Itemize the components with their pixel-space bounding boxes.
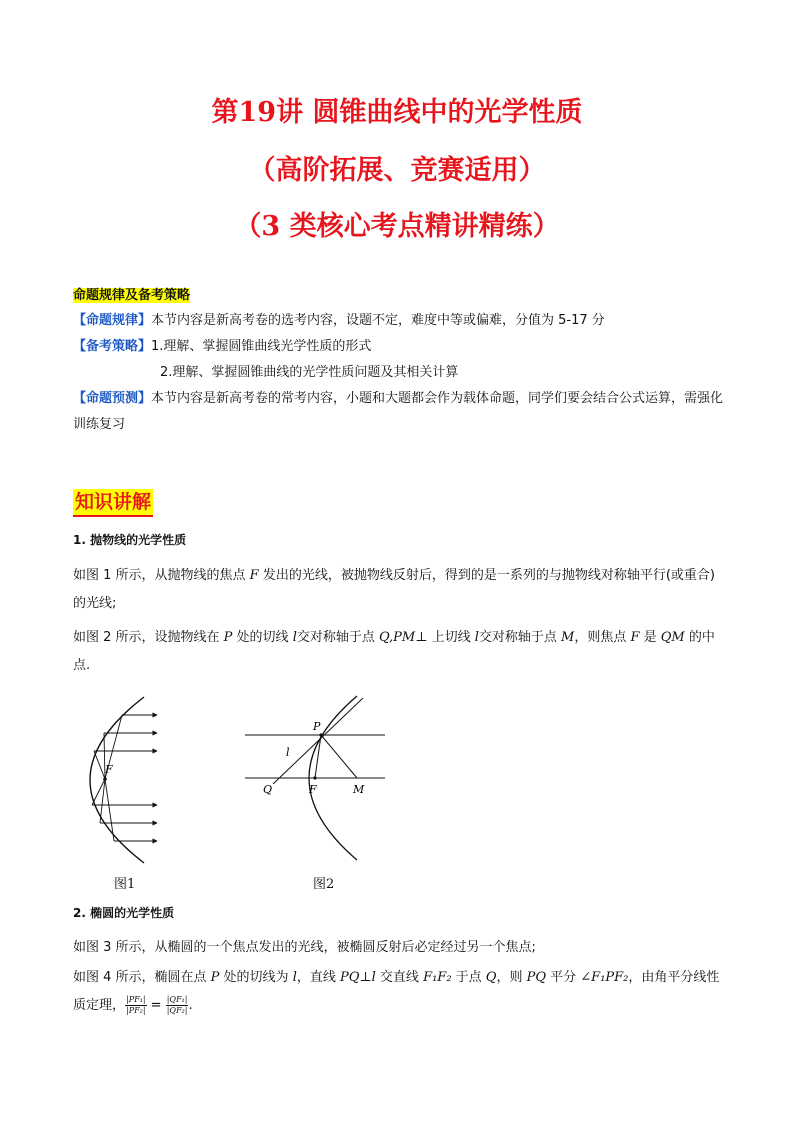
prep-paragraph: 【备考策略】1.理解、掌握圆锥曲线光学性质的形式 <box>73 339 372 354</box>
parabola-paragraph-1: 如图 1 所示，从抛物线的焦点 F 发出的光线，被抛物线反射后，得到的是一系列的与抛物线对称轴平行(或重合) 的光线; <box>73 568 715 611</box>
figure-1-parabola-reflection <box>62 695 172 865</box>
figure-2-parabola-tangent <box>245 690 390 865</box>
figure-2-caption: 图2 <box>313 877 335 892</box>
fig2-label-Q: Q <box>263 783 273 796</box>
figure-1-caption: 图1 <box>114 877 136 892</box>
prep-paragraph-2: 2.理解、掌握圆锥曲线的光学性质问题及其相关计算 <box>160 365 459 380</box>
subtitle-core-points: （3 类核心考点精讲精练） <box>234 211 560 242</box>
knowledge-heading: 知识讲解 <box>73 489 153 517</box>
fig2-label-P: P <box>313 720 321 733</box>
fraction-qf: $\frac{\text{|QF₁|}}{\text{|QF₂|}}$ <box>166 995 188 1015</box>
ellipse-paragraph-2: 如图 4 所示，椭圆在点 P 处的切线为 l，直线 PQ⊥l 交直线 F₁F₂ 于点 Q，则 PQ 平分 ∠F₁PF₂，由角平分线性质定理， $\frac{\text{|PF₁|}}{\text{|PF₂|}}$ = $\frac{\text{|QF₁|}}{\text{|QF₂|}}$ . <box>73 970 720 1015</box>
main-title: 第19讲 圆锥曲线中的光学性质 <box>211 97 583 128</box>
subtitle-advanced: （高阶拓展、竞赛适用） <box>248 155 546 186</box>
parabola-paragraph-2: 如图 2 所示，设抛物线在 P 处的切线 l交对称轴于点 Q,PM⊥ 上切线 l交对称轴于点 M，则焦点 F 是 QM 的中点. <box>73 630 715 673</box>
fig2-tangent-line <box>273 698 363 784</box>
fraction-pf: $\frac{\text{|PF₁|}}{\text{|PF₂|}}$ <box>126 995 146 1015</box>
fig2-label-M: M <box>353 783 365 796</box>
fig2-label-l: l <box>286 746 290 759</box>
rule-paragraph: 【命题规律】本节内容是新高考卷的选考内容，设题不定，难度中等或偏难，分值为 5-17 分 <box>73 313 605 328</box>
fig1-focus-label: F <box>105 763 113 776</box>
ellipse-paragraph-1: 如图 3 所示，从椭圆的一个焦点发出的光线，被椭圆反射后必定经过另一个焦点; <box>73 940 536 955</box>
strategy-heading: 命题规律及备考策略 <box>73 288 191 303</box>
predict-paragraph: 【命题预测】本节内容是新高考卷的常考内容，小题和大题都会作为载体命题，同学们要会结合公式运算，需强化训练复习 <box>73 391 724 432</box>
section-ellipse-title: 2. 椭圆的光学性质 <box>73 906 175 920</box>
section-parabola-title: 1. 抛物线的光学性质 <box>73 533 187 547</box>
fig2-label-F: F <box>309 783 317 796</box>
parabola-curve <box>90 697 144 863</box>
